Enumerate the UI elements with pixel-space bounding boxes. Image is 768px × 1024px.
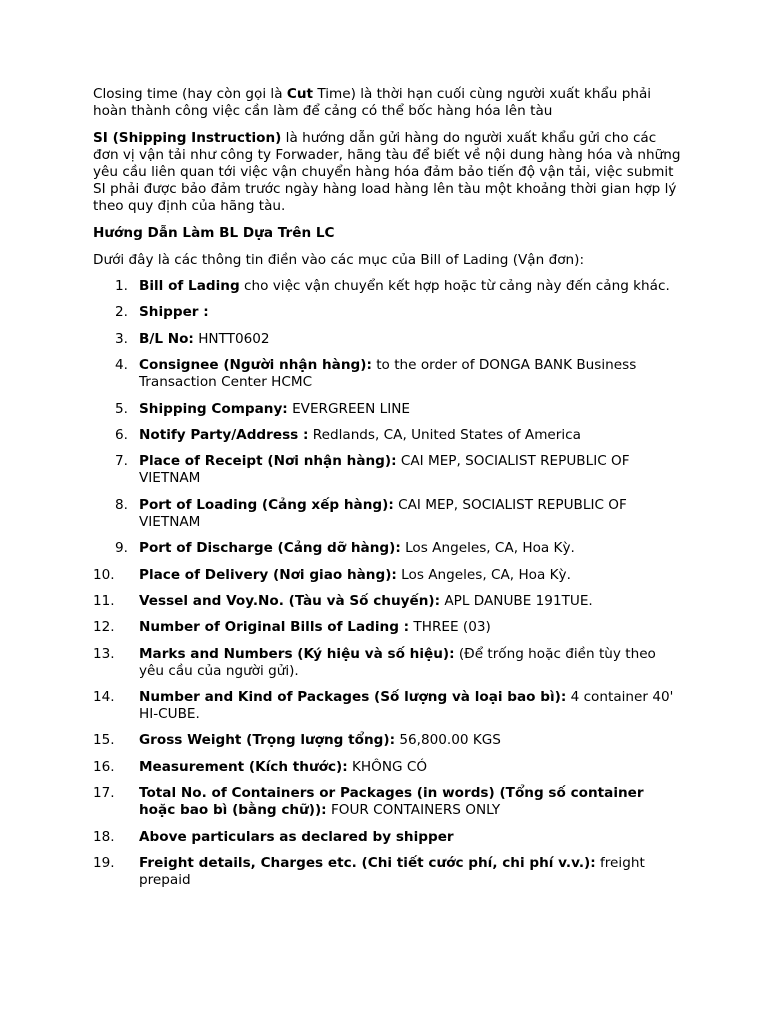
- list-item: [93, 278, 683, 295]
- list-item-value: freight prepaid: [139, 855, 645, 889]
- list-item: [93, 453, 683, 487]
- list-item-value: 4 container 40' HI-CUBE.: [139, 689, 674, 723]
- list-item: [93, 357, 683, 391]
- list-item-label: Port of Loading (Cảng xếp hàng):: [139, 496, 394, 513]
- list-item: [93, 401, 683, 418]
- list-item-label: Shipper :: [139, 304, 209, 321]
- section-heading: Hướng Dẫn Làm BL Dựa Trên LC: [93, 225, 335, 241]
- list-item-value: KHÔNG CÓ: [347, 758, 428, 775]
- list-item-number: 2.: [115, 304, 128, 321]
- para2-bold-si: SI (Shipping Instruction): [93, 130, 282, 146]
- list-item: [93, 759, 683, 776]
- list-item-value: APL DANUBE 191TUE.: [440, 592, 593, 609]
- list-item: [93, 732, 683, 749]
- list-item-label: Bill of Lading: [139, 278, 240, 294]
- closing-time-paragraph: [93, 86, 683, 120]
- list-item-value: 56,800.00 KGS: [395, 732, 501, 749]
- list-item: [93, 427, 683, 444]
- list-item-number: 15.: [93, 732, 115, 749]
- list-item-label: Total No. of Containers or Packages (in words) (Tổng số container hoặc bao bì (bằng chữ)):: [139, 785, 644, 819]
- list-item-value: cho việc vận chuyển kết hợp hoặc từ cảng này đến cảng khác.: [239, 278, 670, 294]
- list-item-label: Above particulars as declared by shipper: [139, 828, 454, 845]
- list-item: [93, 304, 683, 321]
- list-item-value: CAI MEP, SOCIALIST REPUBLIC OF VIETNAM: [139, 496, 627, 530]
- list-item: [93, 593, 683, 610]
- list-item: [93, 619, 683, 636]
- list-item-label: Gross Weight (Trọng lượng tổng):: [139, 732, 396, 749]
- list-item-value: EVERGREEN LINE: [287, 400, 410, 417]
- list-item-label: Notify Party/Address :: [139, 426, 309, 443]
- list-item: [93, 497, 683, 531]
- list-item-number: 6.: [115, 426, 128, 443]
- list-item-label: Place of Receipt (Nơi nhận hàng):: [139, 453, 397, 470]
- list-item-label: Port of Discharge (Cảng dỡ hàng):: [139, 540, 401, 557]
- list-item-number: 7.: [115, 453, 128, 470]
- intro-paragraph: Dưới đây là các thông tin điền vào các mục của Bill of Lading (Vận đơn):: [93, 252, 585, 268]
- list-item-label: Vessel and Voy.No. (Tàu và Số chuyến):: [139, 592, 441, 609]
- list-item-value: HNTT0602: [193, 330, 270, 347]
- list-item-value: Los Angeles, CA, Hoa Kỳ.: [396, 566, 571, 583]
- list-item-label: Marks and Numbers (Ký hiệu và số hiệu):: [139, 645, 455, 662]
- list-item: [93, 567, 683, 584]
- list-item-value: FOUR CONTAINERS ONLY: [326, 802, 501, 819]
- list-item: [93, 331, 683, 348]
- para1-text-2: Time) là thời hạn cuối cùng người xuất khẩu phải hoàn thành công việc cần làm để cảng có thể bốc hàng hóa lên tàu: [93, 86, 652, 119]
- list-item-number: 8.: [115, 496, 128, 513]
- list-item-label: Consignee (Người nhận hàng):: [139, 357, 372, 374]
- list-item-label: Place of Delivery (Nơi giao hàng):: [139, 566, 397, 583]
- list-item-label: Shipping Company:: [139, 400, 288, 417]
- para1-text-1: Closing time (hay còn gọi là: [93, 86, 287, 102]
- list-item-number: 19.: [93, 855, 115, 872]
- list-item-number: 16.: [93, 758, 115, 775]
- list-item-value: CAI MEP, SOCIALIST REPUBLIC OF VIETNAM: [139, 453, 630, 487]
- bill-of-lading-list: [93, 278, 683, 889]
- list-item-number: 12.: [93, 619, 115, 636]
- list-item: [93, 540, 683, 557]
- list-item: [93, 829, 683, 846]
- list-item-value: THREE (03): [409, 619, 491, 636]
- list-item-label: Measurement (Kích thước):: [139, 758, 348, 775]
- list-item-number: 14.: [93, 689, 115, 706]
- para2-text: là hướng dẫn gửi hàng do người xuất khẩu gửi cho các đơn vị vận tải như công ty Forwader, hãng tàu để biết về nội dung hàng hóa và những yêu cầu liên quan tới việc vận chuyển hàng hóa đảm bảo tiến độ vận tải, việc submit SI phải được bảo đảm trước ngày hàng load hàng lên tàu một khoảng thời gian hợp lý theo quy định của hãng tàu.: [93, 130, 681, 214]
- list-item-number: 5.: [115, 400, 128, 417]
- list-item: [93, 646, 683, 680]
- list-item-value: Los Angeles, CA, Hoa Kỳ.: [400, 540, 575, 557]
- list-item-label: B/L No:: [139, 330, 194, 347]
- list-item-number: 3.: [115, 330, 128, 347]
- list-item-label: Number and Kind of Packages (Số lượng và loại bao bì):: [139, 689, 567, 706]
- list-item-number: 9.: [115, 540, 128, 557]
- list-item-number: 17.: [93, 785, 115, 802]
- list-item-number: 13.: [93, 645, 115, 662]
- list-item-number: 11.: [93, 592, 115, 609]
- list-item-value: Redlands, CA, United States of America: [308, 426, 581, 443]
- para1-bold-cut: Cut: [286, 86, 314, 102]
- shipping-instruction-paragraph: [93, 130, 683, 215]
- list-item-label: Freight details, Charges etc. (Chi tiết cước phí, chi phí v.v.):: [139, 855, 596, 872]
- list-item: [93, 689, 683, 723]
- list-item-number: 10.: [93, 566, 115, 583]
- list-item-value: (Để trống hoặc điền tùy theo yêu cầu của người gửi).: [139, 645, 656, 679]
- list-item: [93, 855, 683, 889]
- list-item-number: 4.: [115, 357, 128, 374]
- list-item-label: Number of Original Bills of Lading :: [139, 619, 410, 636]
- list-item-value: to the order of DONGA BANK Business Transaction Center HCMC: [139, 357, 637, 391]
- document-page: [93, 86, 683, 898]
- list-item-number: 18.: [93, 828, 115, 845]
- list-item: [93, 785, 683, 819]
- list-item-number: 1.: [115, 278, 128, 294]
